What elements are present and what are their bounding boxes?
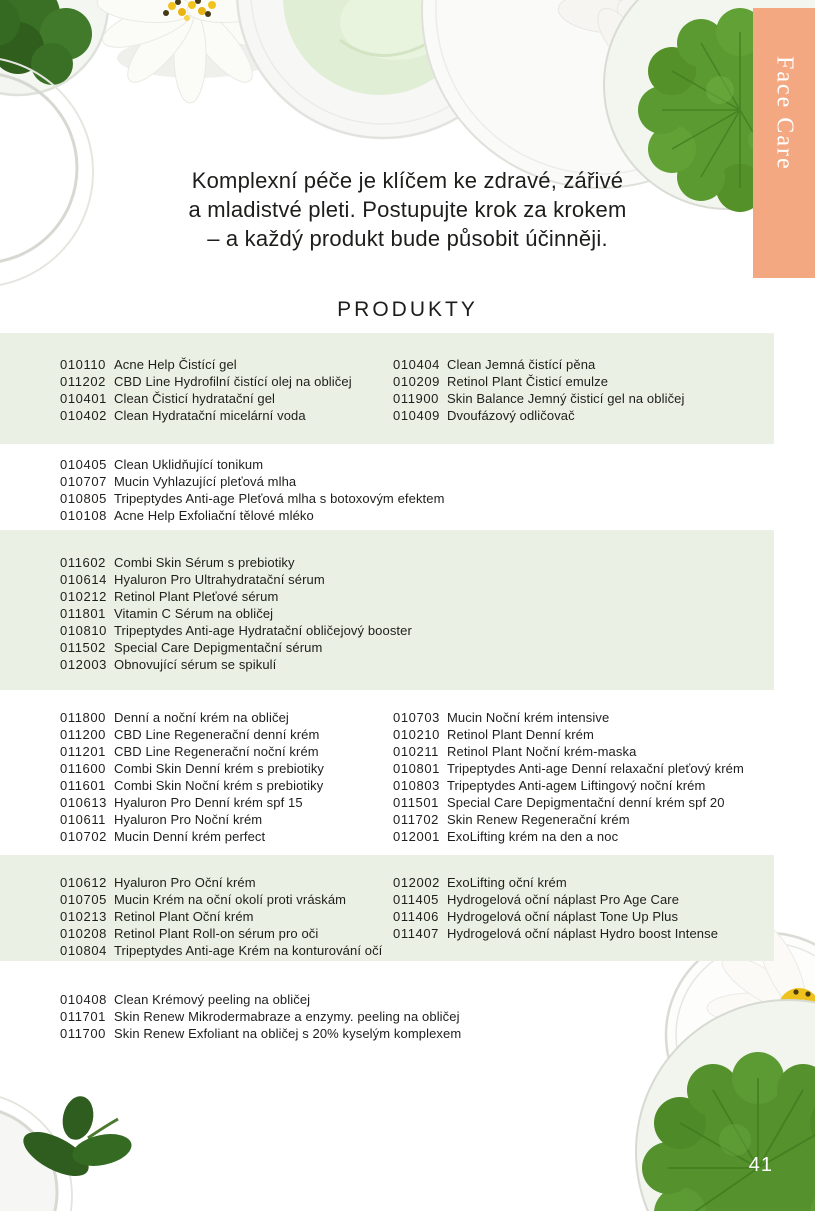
product-row <box>393 726 744 743</box>
product-code: 010409 <box>393 408 440 423</box>
product-column-right <box>393 356 685 424</box>
product-name: Mucin Vyhlazující pleťová mlha <box>114 474 297 489</box>
product-block-4 <box>0 709 774 846</box>
product-row <box>60 891 382 908</box>
product-code: 010702 <box>60 829 107 844</box>
product-row <box>60 760 324 777</box>
product-code: 010707 <box>60 474 107 489</box>
product-name: Tripeptydes Anti-age Hydratační obličejový booster <box>114 623 412 638</box>
product-name: Acne Help Exfoliační tělové mléko <box>114 508 314 523</box>
product-code: 011405 <box>393 892 440 907</box>
product-row <box>60 473 445 490</box>
product-column-left <box>60 356 352 424</box>
product-name: Mucin Noční krém intensive <box>447 710 610 725</box>
product-code: 011202 <box>60 374 107 389</box>
product-row <box>393 874 718 891</box>
product-name: Acne Help Čistící gel <box>114 357 237 372</box>
product-name: Retinol Plant Denní krém <box>447 727 594 742</box>
product-code: 010803 <box>393 778 440 793</box>
product-code: 011407 <box>393 926 440 941</box>
product-row <box>393 811 744 828</box>
intro-line-2: a mladistvé pleti. Postupujte krok za krokem <box>188 197 627 222</box>
product-code: 010110 <box>60 357 107 372</box>
product-code: 010801 <box>393 761 440 776</box>
product-column-left <box>60 709 324 845</box>
product-code: 010703 <box>393 710 440 725</box>
product-name: CBD Line Regenerační denní krém <box>114 727 320 742</box>
product-row <box>60 777 324 794</box>
product-name: Skin Renew Regenerační krém <box>447 812 630 827</box>
face-care-tab <box>753 8 815 278</box>
intro-line-1: Komplexní péče je klíčem ke zdravé, zářivé <box>191 168 624 193</box>
product-name: Clean Uklidňující tonikum <box>114 457 264 472</box>
product-code: 011800 <box>60 710 107 725</box>
product-row <box>60 373 352 390</box>
product-code: 011501 <box>393 795 440 810</box>
product-row <box>60 490 445 507</box>
product-name: Vitamin C Sérum na obličej <box>114 606 274 621</box>
product-column-left <box>60 456 445 524</box>
product-name: Mucin Denní krém perfect <box>114 829 266 844</box>
product-code: 010404 <box>393 357 440 372</box>
product-row <box>60 356 352 373</box>
product-code: 010613 <box>60 795 107 810</box>
product-name: Tripeptydes Anti-age Krém na konturování očí <box>114 943 383 958</box>
product-name: Skin Balance Jemný čisticí gel na obličej <box>447 391 685 406</box>
product-row <box>60 1025 461 1042</box>
product-code: 011602 <box>60 555 107 570</box>
product-row <box>393 777 744 794</box>
product-name: Retinol Plant Noční krém-maska <box>447 744 637 759</box>
product-row <box>60 726 324 743</box>
product-name: Retinol Plant Pleťové sérum <box>114 589 279 604</box>
product-code: 011600 <box>60 761 107 776</box>
product-code: 011201 <box>60 744 107 759</box>
product-block-2 <box>0 456 774 526</box>
product-block-1 <box>0 333 774 444</box>
product-row <box>60 605 412 622</box>
product-code: 011406 <box>393 909 440 924</box>
product-block-6 <box>0 991 774 1043</box>
product-name: Hydrogelová oční náplast Tone Up Plus <box>447 909 679 924</box>
product-row <box>393 390 685 407</box>
product-row <box>393 925 718 942</box>
product-name: Hydrogelová oční náplast Pro Age Care <box>447 892 680 907</box>
product-name: Denní a noční krém na obličej <box>114 710 289 725</box>
product-row <box>393 760 744 777</box>
product-code: 010705 <box>60 892 107 907</box>
product-row <box>60 828 324 845</box>
product-name: Hyaluron Pro Denní krém spf 15 <box>114 795 303 810</box>
intro-text <box>0 166 815 253</box>
product-row <box>60 743 324 760</box>
product-code: 011900 <box>393 391 440 406</box>
product-row <box>60 639 412 656</box>
product-row <box>393 356 685 373</box>
product-name: Hyaluron Pro Noční krém <box>114 812 263 827</box>
product-row <box>60 656 412 673</box>
product-code: 012002 <box>393 875 440 890</box>
product-code: 011701 <box>60 1009 107 1024</box>
product-name: Clean Jemná čistící pěna <box>447 357 596 372</box>
product-row <box>60 991 461 1008</box>
product-name: Skin Renew Exfoliant na obličej s 20% kyselým komplexem <box>114 1026 462 1041</box>
product-code: 011200 <box>60 727 107 742</box>
product-code: 010211 <box>393 744 440 759</box>
product-code: 010805 <box>60 491 107 506</box>
product-code: 010810 <box>60 623 107 638</box>
face-care-tab-label: Face Care <box>771 56 798 171</box>
product-row <box>393 908 718 925</box>
product-code: 010402 <box>60 408 107 423</box>
product-name: CBD Line Regenerační noční krém <box>114 744 319 759</box>
product-name: Combi Skin Noční krém s prebiotiky <box>114 778 324 793</box>
page-number: 41 <box>748 1154 773 1176</box>
product-block-3 <box>0 530 774 690</box>
product-code: 011700 <box>60 1026 107 1041</box>
product-name: Tripeptydes Anti-age Denní relaxační pleťový krém <box>447 761 744 776</box>
product-row <box>60 794 324 811</box>
product-code: 011702 <box>393 812 440 827</box>
product-row <box>60 456 445 473</box>
product-code: 010208 <box>60 926 107 941</box>
product-row <box>60 942 382 959</box>
product-name: Hydrogelová oční náplast Hydro boost Intense <box>447 926 719 941</box>
product-row <box>60 874 382 891</box>
product-row <box>60 571 412 588</box>
product-row <box>393 743 744 760</box>
product-name: ExoLifting krém na den a noc <box>447 829 619 844</box>
product-row <box>60 407 352 424</box>
product-code: 010804 <box>60 943 107 958</box>
products-heading: PRODUKTY <box>337 298 478 321</box>
product-row <box>393 709 744 726</box>
product-code: 010108 <box>60 508 107 523</box>
product-code: 012003 <box>60 657 107 672</box>
product-row <box>60 908 382 925</box>
product-code: 010614 <box>60 572 107 587</box>
product-row <box>60 1008 461 1025</box>
product-row <box>393 794 744 811</box>
product-column-left <box>60 554 412 673</box>
product-block-5 <box>0 855 774 961</box>
product-row <box>60 925 382 942</box>
product-column-left <box>60 991 461 1042</box>
product-row <box>60 588 412 605</box>
product-column-right <box>393 874 718 942</box>
product-name: Clean Hydratační micelární voda <box>114 408 306 423</box>
product-code: 010405 <box>60 457 107 472</box>
product-row <box>393 373 685 390</box>
product-row <box>60 709 324 726</box>
product-name: Tripeptydes Anti-ageм Liftingový noční krém <box>447 778 706 793</box>
product-name: Clean Krémový peeling na obličej <box>114 992 311 1007</box>
product-code: 010212 <box>60 589 107 604</box>
product-name: Skin Renew Mikrodermabraze a enzymy. peeling na obličej <box>114 1009 460 1024</box>
product-column-right <box>393 709 744 845</box>
product-name: Retinol Plant Oční krém <box>114 909 254 924</box>
product-name: Retinol Plant Čisticí emulze <box>447 374 609 389</box>
product-row <box>60 554 412 571</box>
product-code: 010209 <box>393 374 440 389</box>
product-code: 010611 <box>60 812 107 827</box>
product-code: 010210 <box>393 727 440 742</box>
product-name: Hyaluron Pro Oční krém <box>114 875 256 890</box>
product-name: Clean Čisticí hydratační gel <box>114 391 276 406</box>
product-name: CBD Line Hydrofilní čistící olej na obličej <box>114 374 352 389</box>
product-code: 011601 <box>60 778 107 793</box>
product-code: 012001 <box>393 829 440 844</box>
product-name: ExoLifting oční krém <box>447 875 567 890</box>
product-name: Special Care Depigmentační sérum <box>114 640 323 655</box>
product-code: 010612 <box>60 875 107 890</box>
product-row <box>60 507 445 524</box>
product-name: Hyaluron Pro Ultrahydratační sérum <box>114 572 325 587</box>
product-row <box>393 891 718 908</box>
product-name: Combi Skin Sérum s prebiotiky <box>114 555 295 570</box>
product-row <box>393 828 744 845</box>
product-code: 010408 <box>60 992 107 1007</box>
product-row <box>60 390 352 407</box>
product-name: Tripeptydes Anti-age Pleťová mlha s botoxovým efektem <box>114 491 445 506</box>
product-code: 010401 <box>60 391 107 406</box>
product-column-left <box>60 874 382 959</box>
product-row <box>60 811 324 828</box>
product-row <box>393 407 685 424</box>
product-name: Combi Skin Denní krém s prebiotiky <box>114 761 325 776</box>
product-code: 010213 <box>60 909 107 924</box>
product-row <box>60 622 412 639</box>
product-name: Obnovující sérum se spikulí <box>114 657 277 672</box>
product-code: 011801 <box>60 606 107 621</box>
intro-line-3: – a každý produkt bude působit účinněji. <box>207 226 608 251</box>
product-name: Dvoufázový odličovač <box>447 408 575 423</box>
clover-sprig-bottom-left <box>0 1092 134 1211</box>
product-name: Mucin Krém na oční okolí proti vráskám <box>114 892 347 907</box>
product-code: 011502 <box>60 640 107 655</box>
product-name: Special Care Depigmentační denní krém spf 20 <box>447 795 725 810</box>
product-name: Retinol Plant Roll-on sérum pro oči <box>114 926 319 941</box>
